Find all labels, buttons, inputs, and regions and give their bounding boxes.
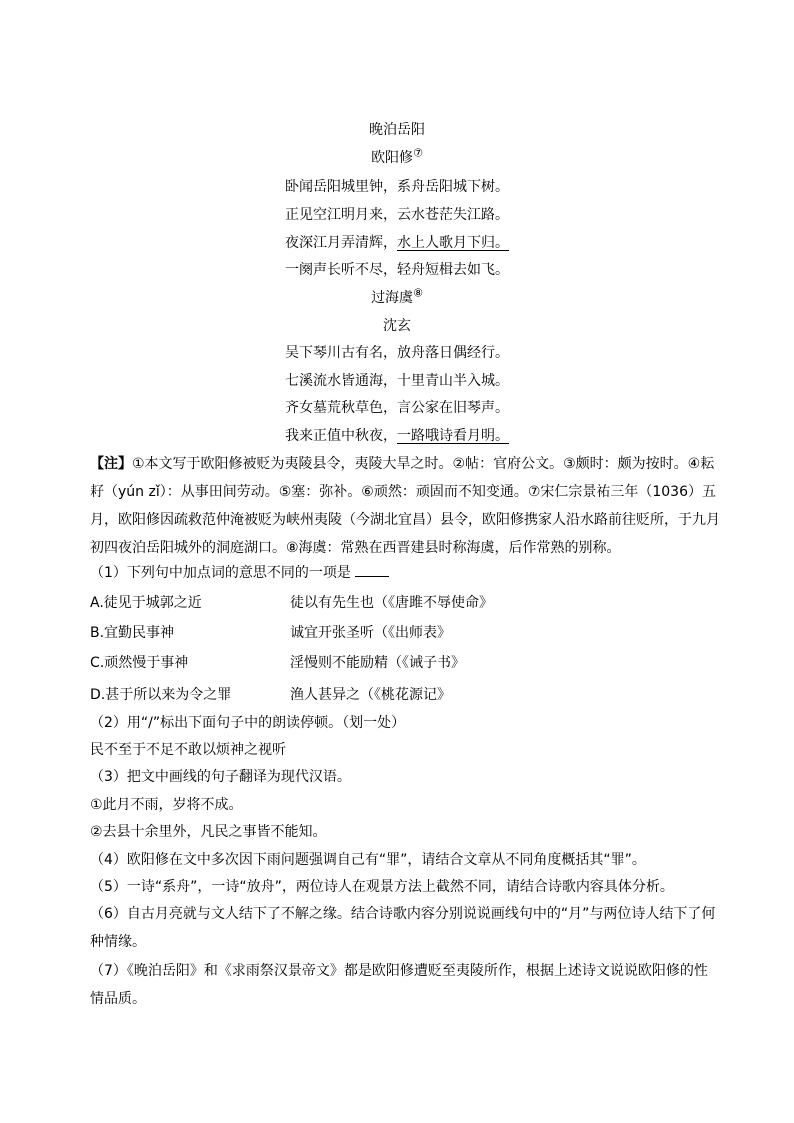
question-3-item-1: ①此月不雨，岁将不成。 (90, 797, 243, 813)
notes-label: 【注】 (90, 456, 132, 472)
option-d-right: 渔人甚异之（《桃花源记》 (290, 687, 451, 703)
question-5: （5）一诗“系舟”，一诗“放舟”，两位诗人在观景方法上截然不同，请结合诗歌内容具体分析。 (90, 879, 674, 895)
option-c-left: C.顽然慢于事神 (90, 655, 189, 671)
option-a-right: 徒以有先生也（《唐雎不辱使命》 (290, 595, 493, 611)
option-d-left: D.甚于所以来为令之罪 (90, 687, 232, 703)
poem2-line-1: 吴下琴川古有名，放舟落日偶经行。 (285, 345, 509, 361)
question-2-stem: （2）用“/”标出下面句子中的朗读停顿。（划一处） (90, 715, 406, 731)
poem2-line-3: 齐女墓荒秋草色，言公家在旧琴声。 (285, 400, 509, 416)
poem2-line-2: 七溪流水皆通海，十里青山半入城。 (285, 373, 509, 389)
underlined-line: 一路哦诗看月明。 (397, 428, 509, 444)
question-1-stem: （1）下列句中加点词的意思不同的一项是 (90, 563, 389, 583)
answer-blank[interactable] (355, 564, 389, 577)
option-a-left: A.徒见于城郭之近 (90, 595, 202, 611)
notes-paragraph (90, 450, 720, 562)
poem1-line-4: 一阕声长听不尽，轻舟短楫去如飞。 (285, 262, 509, 278)
poem1-line-1: 卧闻岳阳城里钟，系舟岳阳城下树。 (285, 179, 509, 195)
question-3-stem: （3）把文中画线的句子翻译为现代汉语。 (90, 769, 351, 785)
option-b-left: B.宜勤民事神 (90, 625, 175, 641)
question-3-item-2: ②去县十余里外，凡民之事皆不能知。 (90, 824, 327, 840)
poem2-line-4: 我来正值中秋夜，一路哦诗看月明。 (285, 428, 509, 444)
option-b-right: 诚宜开张圣听（《出师表》 (290, 625, 451, 641)
note-marker: ⑧ (413, 286, 423, 300)
poem1-line-3: 夜深江月弄清辉，水上人歌月下归。 (285, 235, 509, 251)
poem2-author: 沈玄 (383, 318, 411, 334)
poem1-author: 欧阳修⑦ (371, 146, 423, 166)
underlined-line: 水上人歌月下归。 (397, 235, 509, 251)
option-c-right: 淫慢则不能励精（《诫子书》 (290, 655, 465, 671)
poem1-title: 晚泊岳阳 (369, 122, 425, 138)
question-2-sentence: 民不至于不足不敢以烦神之视听 (90, 742, 286, 758)
poem2-title: 过海虞⑧ (371, 286, 423, 306)
question-7: （7）《晚泊岳阳》和《求雨祭汉景帝文》都是欧阳修遭贬至夷陵所作，根据上述诗文说说欧阳修的性情品质。 (90, 963, 708, 1007)
poem1-line-2: 正见空江明月来，云水苍茫失江路。 (285, 207, 509, 223)
question-6: （6）自古月亮就与文人结下了不解之缘。结合诗歌内容分别说说画线句中的“月”与两位诗人结下了何种情缘。 (90, 906, 716, 950)
notes-text: ①本文写于欧阳修被贬为夷陵县令，夷陵大旱之时。②帖：官府公文。③颇时：颇为按时。④耘耔（yún zǐ）：从事田间劳动。⑤塞：弥补。⑥顽然：顽固而不知变通。⑦宋仁宗景祐三年（1036）五月，欧阳修因疏救范仲淹被贬为峡州夷陵（今湖北宜昌）县令，欧阳修携家人沿水路前往贬所，于九月初四夜泊岳阳城外的洞庭湖口。⑧海虞：常熟在西晋建县时称海虞，后作常熟的别称。 (90, 456, 720, 556)
question-4: （4）欧阳修在文中多次因下雨问题强调自己有“罪”，请结合文章从不同角度概括其“罪”。 (90, 852, 646, 868)
note-marker: ⑦ (413, 146, 423, 160)
